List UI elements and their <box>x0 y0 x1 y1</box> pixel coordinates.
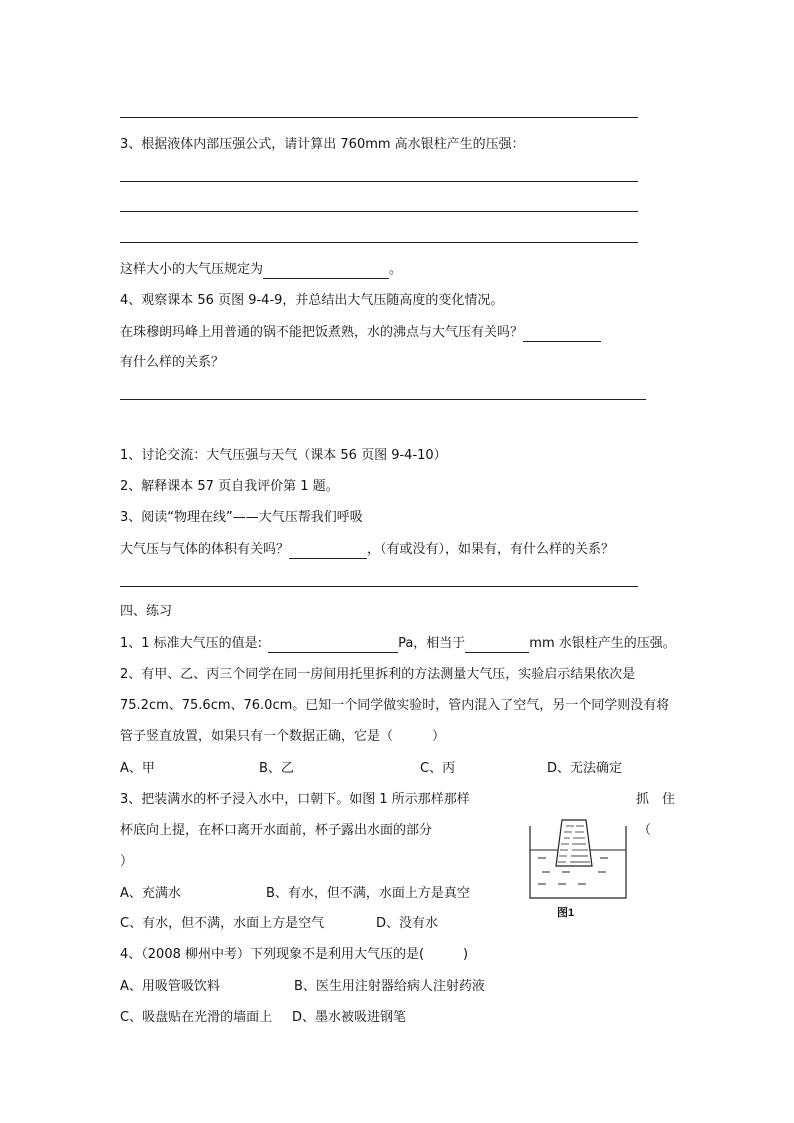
practice-3-option-b[interactable]: B、有水，但不满，水面上方是真空 <box>266 886 470 901</box>
practice-4-option-d[interactable]: D、墨水被吸进钢笔 <box>292 1010 407 1025</box>
practice-4-option-b[interactable]: B、医生用注射器给病人注射药液 <box>294 979 485 994</box>
practice-3-paren-close: ） <box>120 854 134 869</box>
practice-1-suffix: mm 水银柱产生的压强。 <box>529 636 676 651</box>
question-3-text: 3、根据液体内部压强公式，请计算出 760mm 高水银柱产生的压强： <box>120 137 525 152</box>
answer-line <box>120 117 638 118</box>
practice-3-paren-open: （ <box>638 823 652 838</box>
practice-2-line-1: 2、有甲、乙、丙三个同学在同一房间用托里拆利的方法测量大气压，实验启示结果依次是 <box>120 667 636 682</box>
volume-question-suffix: ，（有或没有），如果有，有什么样的关系？ <box>367 542 615 557</box>
practice-2-option-d[interactable]: D、无法确定 <box>547 761 623 776</box>
practice-3-option-d[interactable]: D、没有水 <box>376 916 439 931</box>
relation-question: 有什么样的关系？ <box>120 355 225 370</box>
practice-heading: 四、练习 <box>120 604 173 619</box>
practice-2-option-b[interactable]: B、乙 <box>259 761 294 776</box>
mercury-height-blank[interactable] <box>465 638 529 653</box>
practice-2-option-a[interactable]: A、甲 <box>120 761 155 776</box>
atm-definition-blank[interactable] <box>263 264 389 279</box>
atm-definition-prefix: 这样大小的大气压规定为 <box>120 262 264 277</box>
practice-3-line-2: 杯底向上提，在杯口离开水面前，杯子露出水面的部分 <box>120 823 433 838</box>
inverted-cup-figure <box>528 816 628 928</box>
practice-1-prefix: 1、1 标准大气压的值是: <box>120 636 263 651</box>
atm-value-blank[interactable] <box>268 638 398 653</box>
discussion-item-3: 3、阅读“物理在线”——大气压帮我们呼吸 <box>120 510 363 525</box>
practice-3-option-a[interactable]: A、充满水 <box>120 886 181 901</box>
practice-3-option-c[interactable]: C、有水，但不满，水面上方是空气 <box>120 916 325 931</box>
boiling-point-question-text: 在珠穆朗玛峰上用普通的锅不能把饭煮熟，水的沸点与大气压有关吗？ <box>120 325 524 340</box>
atm-definition-line <box>120 261 402 279</box>
answer-line <box>120 181 638 182</box>
answer-line <box>120 242 638 243</box>
discussion-item-2: 2、解释课本 57 页自我评价第 1 题。 <box>120 479 339 494</box>
volume-question <box>120 541 614 559</box>
practice-1 <box>120 635 676 653</box>
discussion-item-1: 1、讨论交流：大气压强与天气（课本 56 页图 9-4-10） <box>120 448 447 463</box>
atm-definition-suffix: 。 <box>389 262 403 277</box>
practice-3-grab: 抓 住 <box>636 792 676 807</box>
practice-4-option-c[interactable]: C、吸盘贴在光滑的墙面上 <box>120 1010 273 1025</box>
practice-3-line-1: 3、把装满水的杯子浸入水中，口朝下。如图 1 所示那样那样 <box>120 792 470 807</box>
question-4-text: 4、观察课本 56 页图 9-4-9，并总结出大气压随高度的变化情况。 <box>120 293 504 308</box>
volume-question-prefix: 大气压与气体的体积有关吗？ <box>120 542 290 557</box>
volume-question-blank[interactable] <box>289 544 367 559</box>
boiling-point-blank[interactable] <box>523 327 601 342</box>
answer-line <box>120 399 646 400</box>
practice-2-line-2: 75.2cm、75.6cm、76.0cm。已知一个同学做实验时，管内混入了空气，另一个同学则没有将 <box>120 698 670 713</box>
boiling-point-question <box>120 324 601 342</box>
practice-2-line-3: 管子竖直放置，如果只有一个数据正确，它是（ ） <box>120 729 446 744</box>
answer-line <box>120 211 638 212</box>
practice-4-line: 4、（2008 柳州中考）下列现象不是利用大气压的是( ) <box>120 947 469 962</box>
practice-2-option-c[interactable]: C、丙 <box>420 761 456 776</box>
practice-4-option-a[interactable]: A、用吸管吸饮料 <box>120 979 220 994</box>
inverted-cup <box>556 820 592 866</box>
figure-1-caption: 图1 <box>557 907 575 919</box>
answer-line <box>120 586 638 587</box>
practice-1-mid: Pa，相当于 <box>398 636 466 651</box>
